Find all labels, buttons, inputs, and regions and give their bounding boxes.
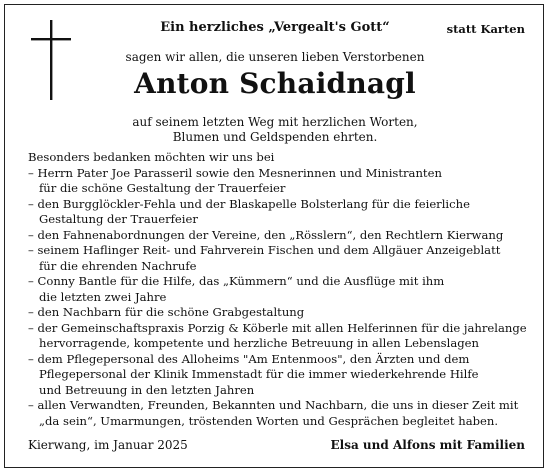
subtitle-line-2: Blumen und Geldspenden ehrten. xyxy=(172,130,378,144)
list-item-continuation: und Betreuung in den letzten Jahren xyxy=(39,382,255,397)
list-item-continuation: für die ehrenden Nachrufe xyxy=(39,258,197,273)
list-item-continuation: hervorragende, kompetente und herzliche Betreuung in allen Lebenslagen xyxy=(39,336,479,350)
list-item-continuation: für die schöne Gestaltung der Trauerfeier xyxy=(39,181,286,195)
statt-karten-note: statt Karten xyxy=(446,22,525,36)
list-item: – den Fahnenabordnungen der Vereine, den „Rösslern“, den Rechtlern Kierwang xyxy=(28,227,504,242)
list-item: – allen Verwandten, Freunden, Bekannten und Nachbarn, die uns in dieser Zeit mit xyxy=(28,398,519,412)
list-item: – dem Pflegepersonal des Alloheims "Am Entenmoos", den Ärzten und dem xyxy=(28,351,470,366)
list-item: – seinem Haflinger Reit- und Fahrverein Fischen und dem Allgäuer Anzeigeblatt xyxy=(28,243,501,257)
list-item-continuation: „da sein“, Umarmungen, tröstenden Worten und Gesprächen begleitet haben. xyxy=(39,413,499,428)
thanks-list xyxy=(28,150,543,429)
list-intro: Besonders bedanken möchten wir uns bei xyxy=(28,150,275,164)
signature: Elsa und Alfons mit Familien xyxy=(330,438,525,452)
list-item: – Herrn Pater Joe Parasseril sowie den Mesnerinnen und Ministranten xyxy=(28,165,442,180)
list-item-continuation: Gestaltung der Trauerfeier xyxy=(39,212,198,226)
list-item-continuation: die letzten zwei Jahre xyxy=(39,289,167,304)
intro-text: sagen wir allen, die unseren lieben Verstorbenen xyxy=(125,50,425,64)
list-item-continuation: Pflegepersonal der Klinik Immenstadt für die immer wiederkehrende Hilfe xyxy=(39,367,479,381)
list-item: – den Nachbarn für die schöne Grabgestaltung xyxy=(28,305,305,319)
place-date: Kierwang, im Januar 2025 xyxy=(28,438,188,452)
list-item: – Conny Bantle für die Hilfe, das „Kümmern“ und die Ausflüge mit ihm xyxy=(28,274,445,288)
deceased-name: Anton Schaidnagl xyxy=(134,67,416,100)
list-item: – den Burgglöckler-Fehla und der Blaskapelle Bolsterlang für die feierliche xyxy=(28,196,470,211)
thanks-title: Ein herzliches „Vergealt's Gott“ xyxy=(160,20,390,35)
list-item: – der Gemeinschaftspraxis Porzig & Köberle mit allen Helferinnen für die jahrelange xyxy=(28,320,527,335)
subtitle-line-1: auf seinem letzten Weg mit herzlichen Worten, xyxy=(132,115,418,129)
